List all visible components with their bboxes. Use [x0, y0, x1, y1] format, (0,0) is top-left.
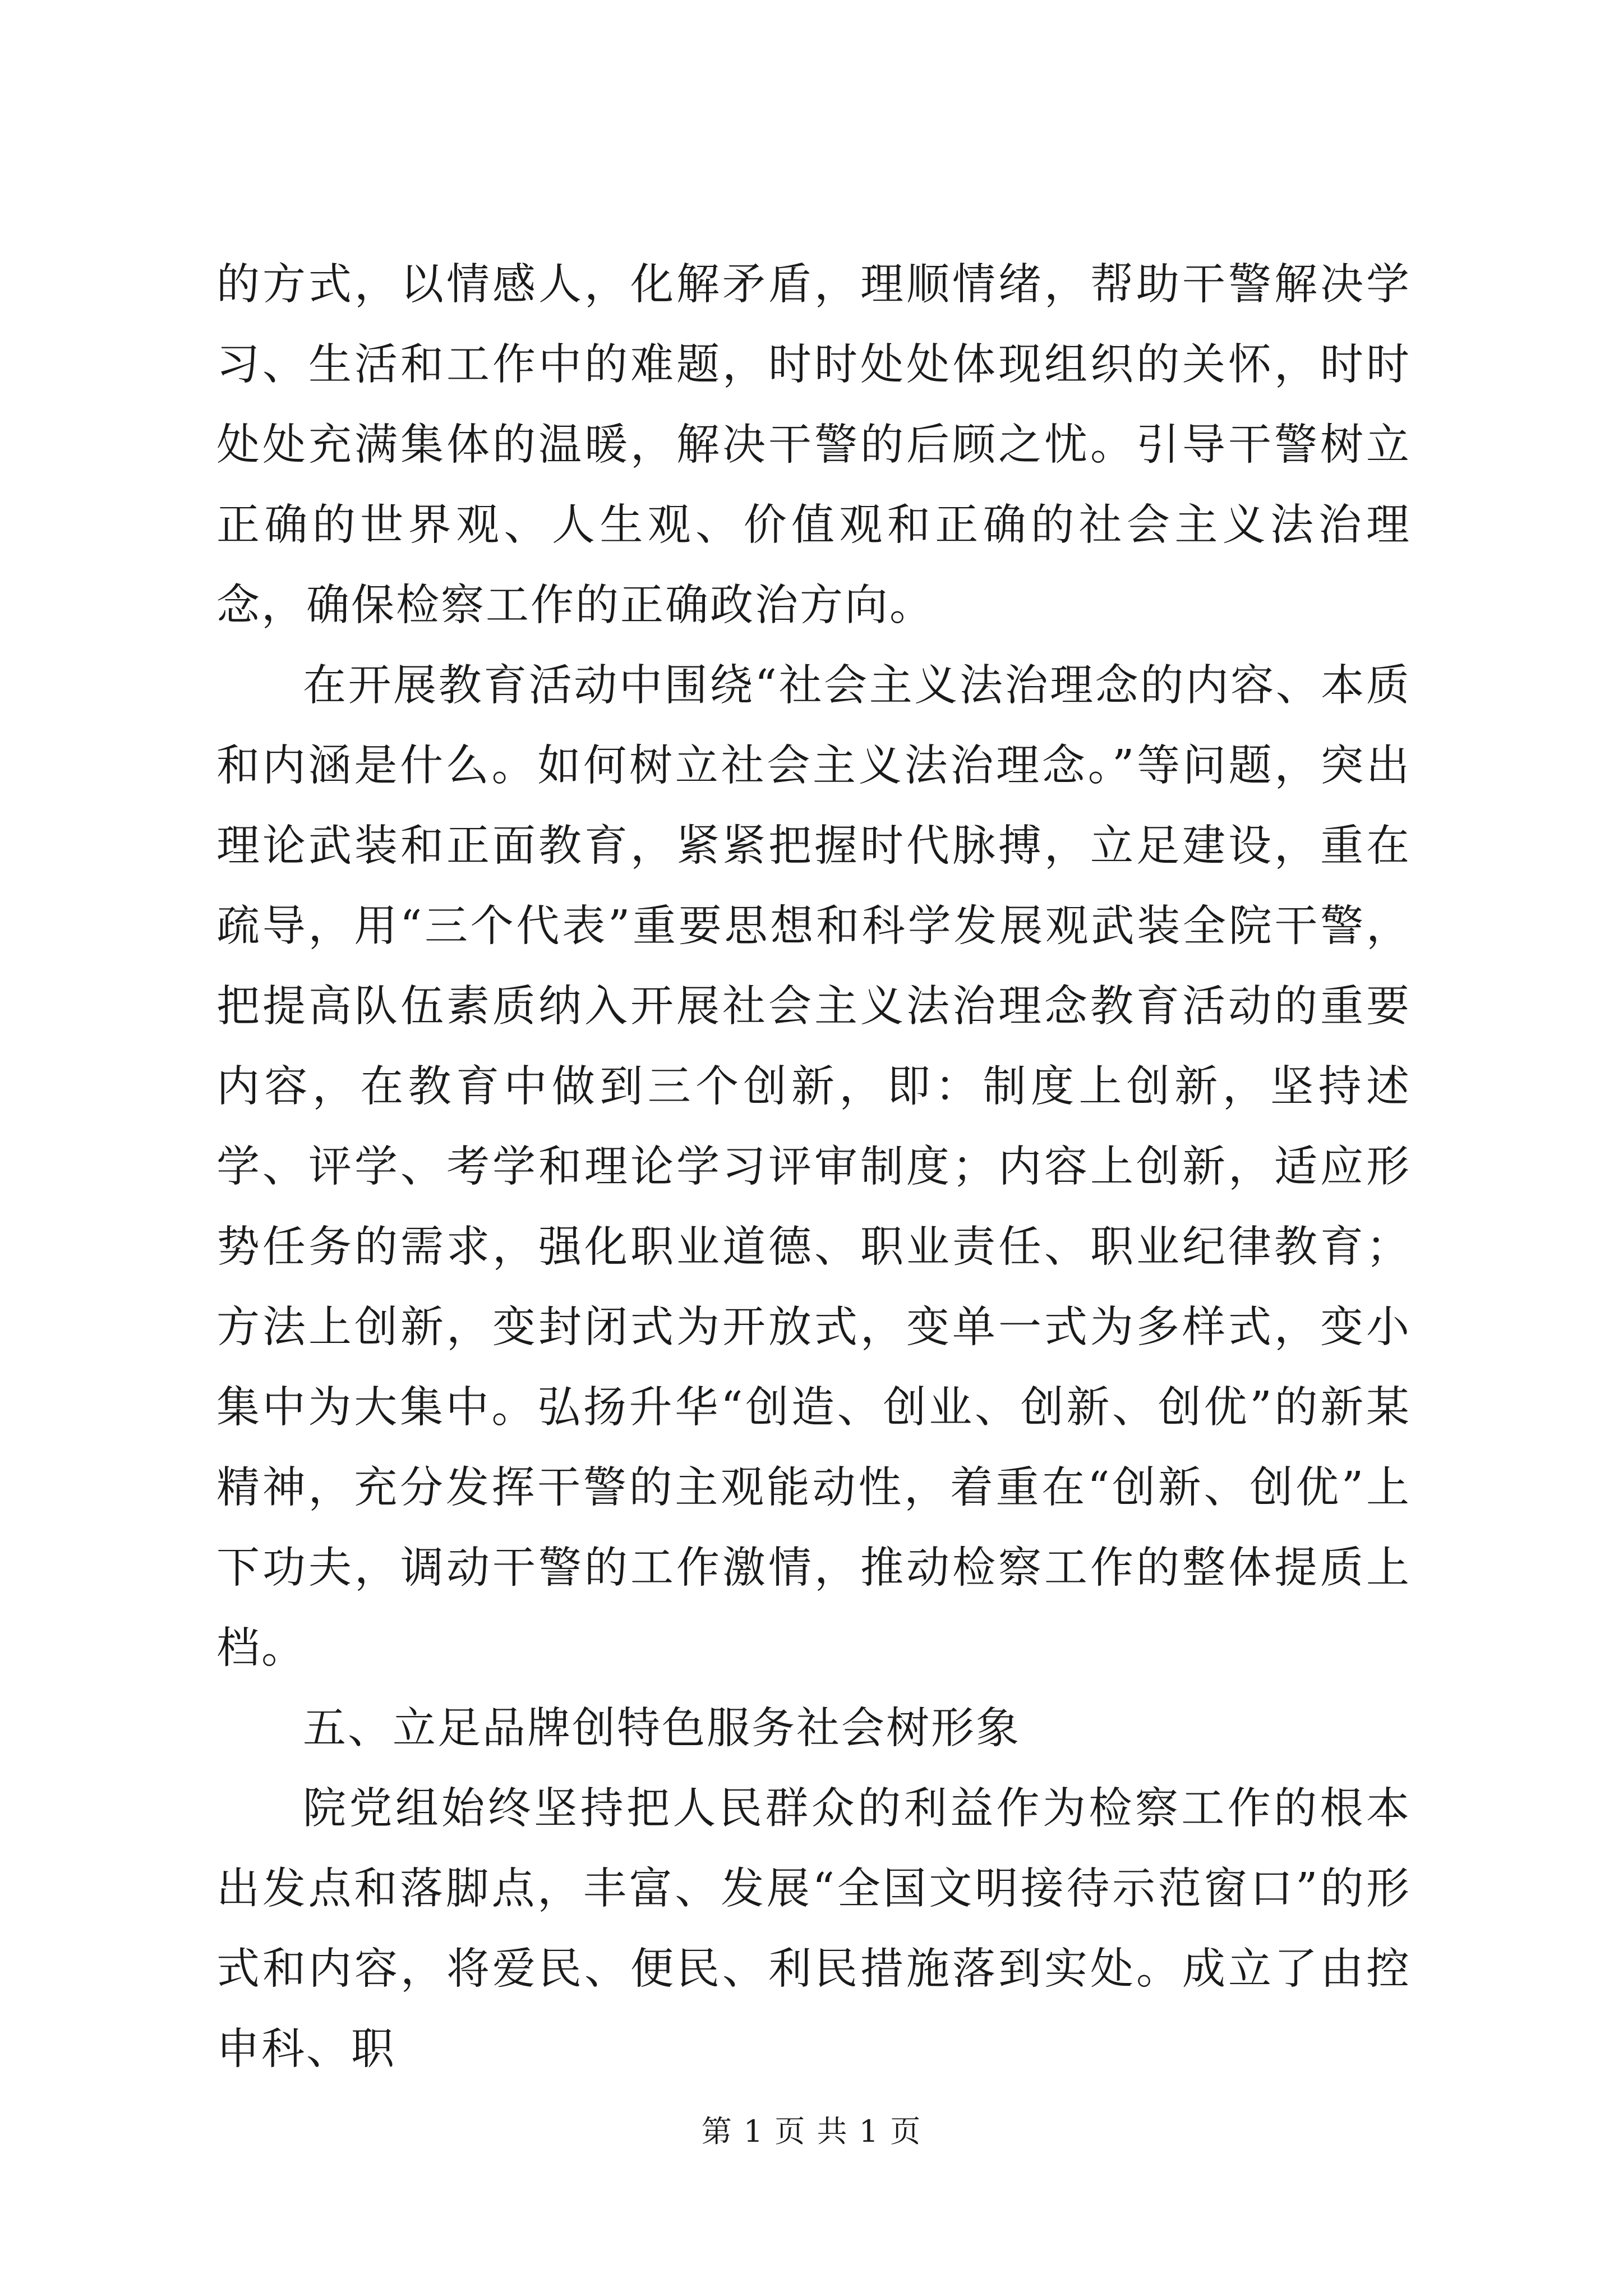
paragraph-3: 院党组始终坚持把人民群众的利益作为检察工作的根本出发点和落脚点，丰富、发展“全国文明接待示范窗口”的形式和内容，将爱民、便民、利民措施落到实处。成立了由控申科、职: [216, 1784, 1411, 2074]
paragraph-2: 在开展教育活动中围绕“社会主义法治理念的内容、本质和内涵是什么。如何树立社会主义法治理念。”等问题，突出理论武装和正面教育，紧紧把握时代脉搏，立足建设，重在疏导，用“三个代表”重要思想和科学发展观武装全院干警，把提高队伍素质纳入开展社会主义法治理念教育活动的重要内容，在教育中做到三个创新，即：制度上创新，坚持述学、评学、考学和理论学习评审制度；内容上创新，适应形势任务的需求，强化职业道德、职业责任、职业纪律教育；方法上创新，变封闭式为开放式，变单一式为多样式，变小集中为大集中。弘扬升华“创造、创业、创新、创优”的新某精神，充分发挥干警的主观能动性，着重在“创新、创优”上下功夫，调动干警的工作激情，推动检察工作的整体提质上档。: [216, 661, 1411, 1673]
document-body: [216, 245, 1411, 2090]
paragraph-1: 的方式，以情感人，化解矛盾，理顺情绪，帮助干警解决学习、生活和工作中的难题，时时处处体现组织的关怀，时时处处充满集体的温暖，解决干警的后顾之忧。引导干警树立正确的世界观、人生观、价值观和正确的社会主义法治理念，确保检察工作的正确政治方向。: [216, 260, 1411, 631]
page-footer: 第 1 页 共 1 页: [701, 2114, 922, 2149]
section-heading: 五、立足品牌创特色服务社会树形象: [303, 1704, 1021, 1754]
